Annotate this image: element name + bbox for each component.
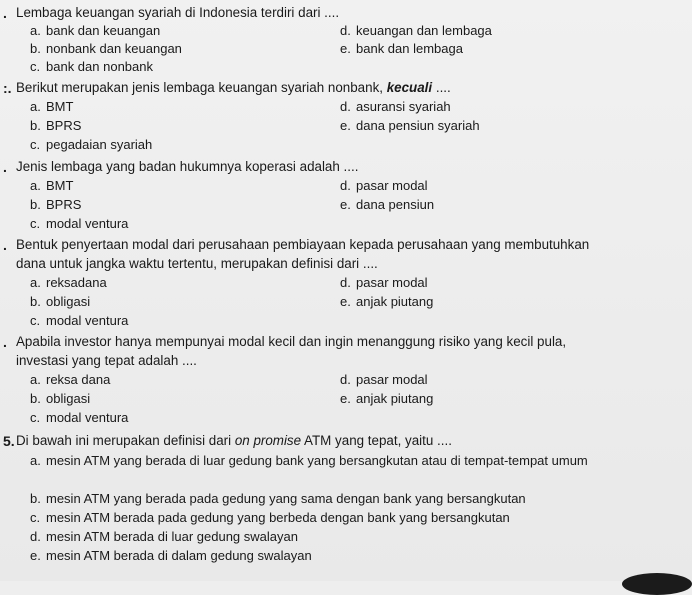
option-e: e. dana pensiun syariah — [340, 118, 480, 133]
option-e: e. anjak piutang — [340, 294, 434, 309]
option-a: a. mesin ATM yang berada di luar gedung bank yang bersangkutan atau di tempat-tempat umum — [30, 453, 588, 468]
option-b: b. mesin ATM yang berada pada gedung yang sama dengan bank yang bersangkutan — [30, 491, 526, 506]
option-b: b. nonbank dan keuangan — [30, 41, 182, 56]
question-number: 5. — [3, 433, 15, 449]
question-number: . — [3, 159, 7, 175]
option-d: d. pasar modal — [340, 275, 428, 290]
option-c: c. modal ventura — [30, 313, 129, 328]
question-stem: Berikut merupakan jenis lembaga keuangan syariah nonbank, kecuali .... — [16, 80, 451, 95]
option-c: c. modal ventura — [30, 216, 129, 231]
option-d: d. mesin ATM berada di luar gedung swalayan — [30, 529, 298, 544]
option-d: d. pasar modal — [340, 372, 428, 387]
option-c: c. bank dan nonbank — [30, 59, 153, 74]
question-number: . — [3, 237, 7, 253]
option-d: d. keuangan dan lembaga — [340, 23, 492, 38]
option-a: a. reksadana — [30, 275, 107, 290]
option-c: c. mesin ATM berada pada gedung yang berbeda dengan bank yang bersangkutan — [30, 510, 510, 525]
option-a: a. BMT — [30, 99, 74, 114]
question-number: . — [3, 334, 7, 350]
option-b: b. obligasi — [30, 294, 91, 309]
question-stem: Apabila investor hanya mempunyai modal kecil dan ingin menanggung risiko yang kecil pula, investasi yang tepat adalah .... — [16, 334, 567, 368]
option-a: a. reksa dana — [30, 372, 111, 387]
option-c: c. pegadaian syariah — [30, 137, 153, 152]
option-a: a. bank dan keuangan — [30, 23, 161, 38]
option-c: c. modal ventura — [30, 410, 129, 425]
option-d: d. pasar modal — [340, 178, 428, 193]
question-stem: Lembaga keuangan syariah di Indonesia terdiri dari .... — [16, 5, 340, 20]
option-e: e. dana pensiun — [340, 197, 435, 212]
question-stem: Bentuk penyertaan modal dari perusahaan pembiayaan kepada perusahaan yang membutuhkan dana untuk jangka waktu tertentu, merupakan definisi dari .... — [16, 237, 590, 271]
option-a: a. BMT — [30, 178, 74, 193]
option-d: d. asuransi syariah — [340, 99, 451, 114]
question-number: . — [3, 5, 7, 21]
question-stem: Jenis lembaga yang badan hukumnya koperasi adalah .... — [16, 159, 359, 174]
option-e: e. mesin ATM berada di dalam gedung swalayan — [30, 548, 312, 563]
option-e: e. anjak piutang — [340, 391, 434, 406]
question-stem: Di bawah ini merupakan definisi dari on promise ATM yang tepat, yaitu .... — [16, 433, 452, 448]
option-b: b. obligasi — [30, 391, 91, 406]
option-e: e. bank dan lembaga — [340, 41, 463, 56]
option-b: b. BPRS — [30, 118, 82, 133]
question-number: :. — [3, 80, 12, 96]
shadow-smudge — [622, 573, 692, 595]
option-b: b. BPRS — [30, 197, 82, 212]
